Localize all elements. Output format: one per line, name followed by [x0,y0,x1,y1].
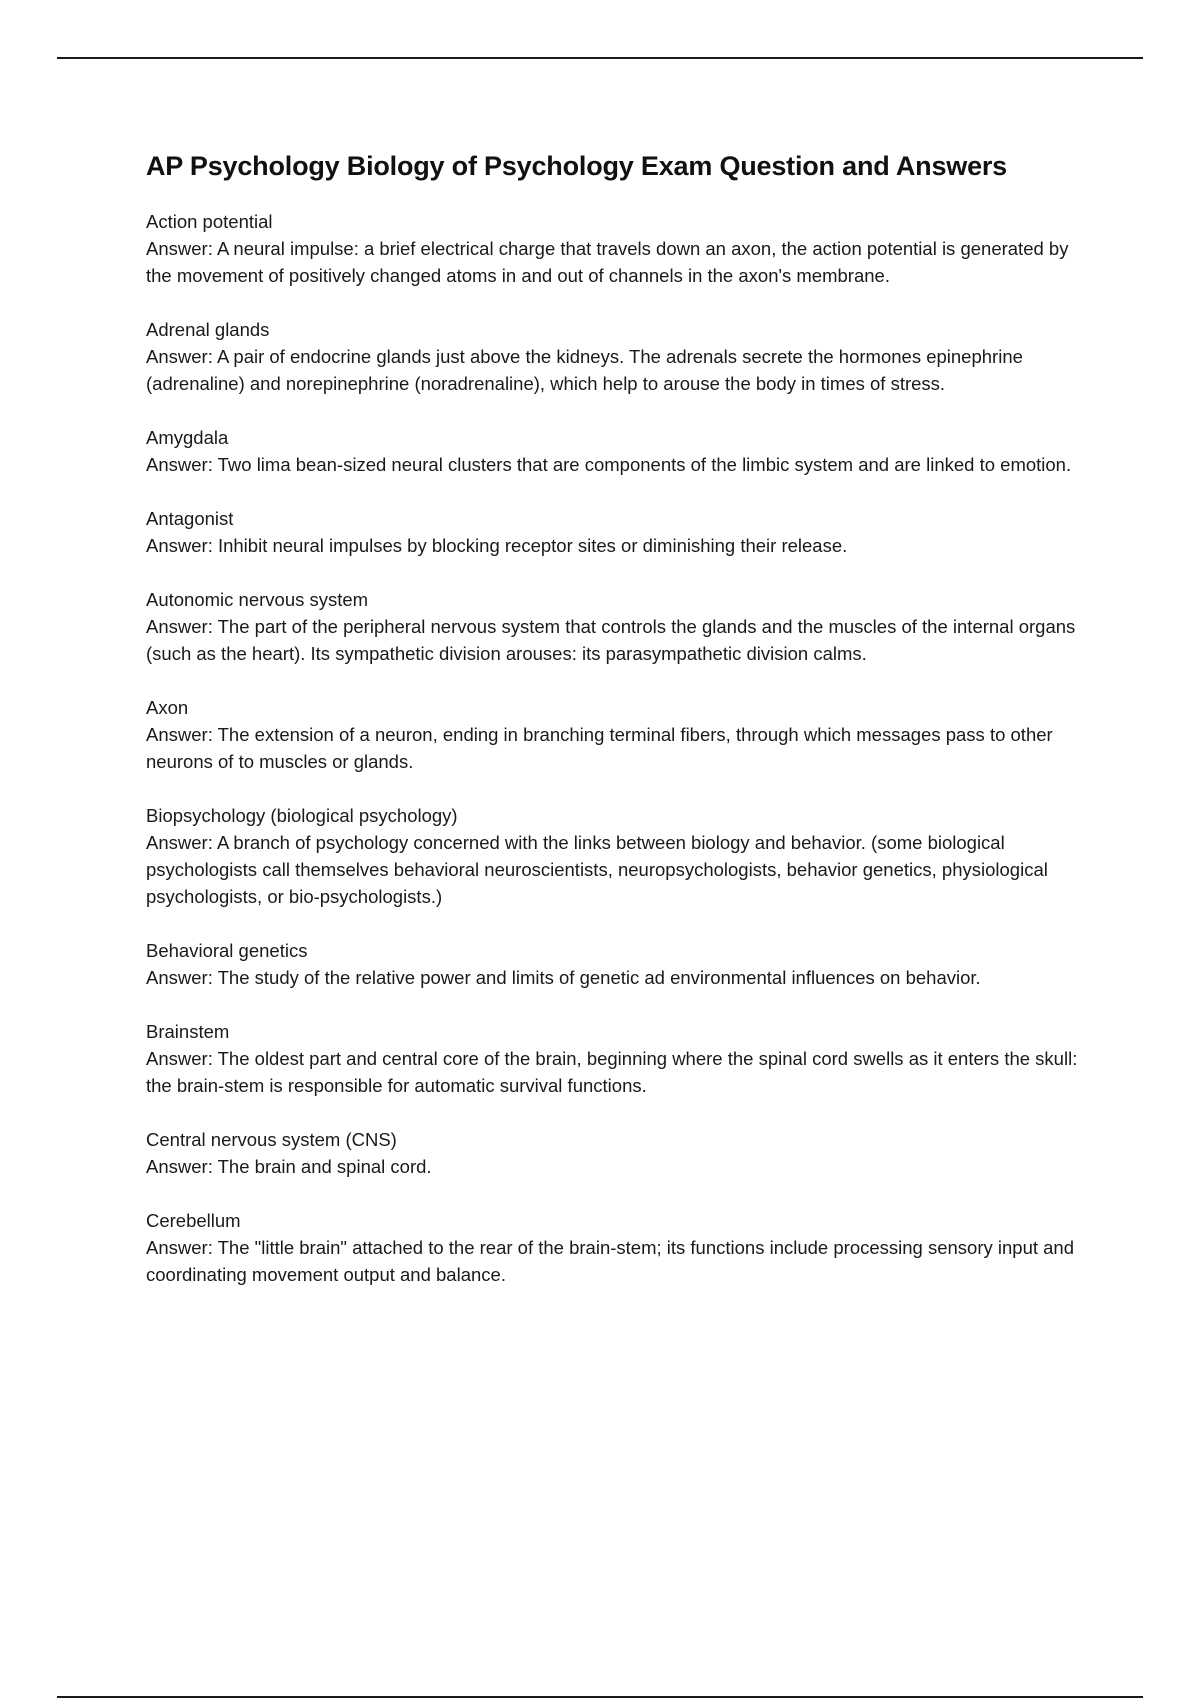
entry-biopsychology [146,802,1096,910]
entry-answer: Answer: The part of the peripheral nervous system that controls the glands and the muscles of the internal organs (such as the heart). Its sympathetic division arouses: its parasympathetic division calms. [146,616,1076,664]
entry-term: Brainstem [146,1021,230,1042]
entry-answer: Answer: The oldest part and central core of the brain, beginning where the spinal cord swells as it enters the skull: the brain-stem is responsible for automatic survival functions. [146,1048,1078,1096]
entry-cerebellum [146,1207,1096,1288]
entry-term: Axon [146,697,189,718]
entry-antagonist [146,505,1096,559]
bottom-rule [57,1696,1143,1698]
entry-term: Behavioral genetics [146,940,308,961]
entry-term: Central nervous system (CNS) [146,1129,397,1150]
entry-term: Amygdala [146,427,229,448]
entry-adrenal-glands [146,316,1096,397]
entry-answer: Answer: Two lima bean-sized neural clusters that are components of the limbic system and are linked to emotion. [146,454,1072,475]
entry-central-nervous-system [146,1126,1096,1180]
entry-behavioral-genetics [146,937,1096,991]
entry-answer: Answer: The brain and spinal cord. [146,1156,432,1177]
document-title: AP Psychology Biology of Psychology Exam Question and Answers [146,151,1008,181]
entry-amygdala [146,424,1096,478]
entry-answer: Answer: A neural impulse: a brief electrical charge that travels down an axon, the action potential is generated by the movement of positively changed atoms in and out of channels in the axon's membrane. [146,238,1069,286]
entry-answer: Answer: The extension of a neuron, ending in branching terminal fibers, through which messages pass to other neurons of to muscles or glands. [146,724,1053,772]
entry-term: Autonomic nervous system [146,589,369,610]
entry-term: Action potential [146,211,273,232]
top-rule [57,57,1143,59]
entry-answer: Answer: A pair of endocrine glands just above the kidneys. The adrenals secrete the hormones epinephrine (adrenaline) and norepinephrine (noradrenaline), which help to arouse the body in times of stress. [146,346,1023,394]
entry-axon [146,694,1096,775]
entry-answer: Answer: The study of the relative power and limits of genetic ad environmental influences on behavior. [146,967,981,988]
entry-answer: Answer: A branch of psychology concerned with the links between biology and behavior. (some biological psychologists call themselves behavioral neuroscientists, neuropsychologists, behavior genetics, physiological psychologists, or bio-psychologists.) [146,832,1048,907]
entry-brainstem [146,1018,1096,1099]
entry-term: Cerebellum [146,1210,241,1231]
entry-term: Biopsychology (biological psychology) [146,805,458,826]
entry-term: Adrenal glands [146,319,270,340]
document-body [146,146,1096,1315]
entry-answer: Answer: Inhibit neural impulses by blocking receptor sites or diminishing their release. [146,535,848,556]
entry-action-potential [146,208,1096,289]
entry-autonomic-nervous-system [146,586,1096,667]
entry-term: Antagonist [146,508,234,529]
entry-answer: Answer: The "little brain" attached to the rear of the brain-stem; its functions include processing sensory input and coordinating movement output and balance. [146,1237,1075,1285]
